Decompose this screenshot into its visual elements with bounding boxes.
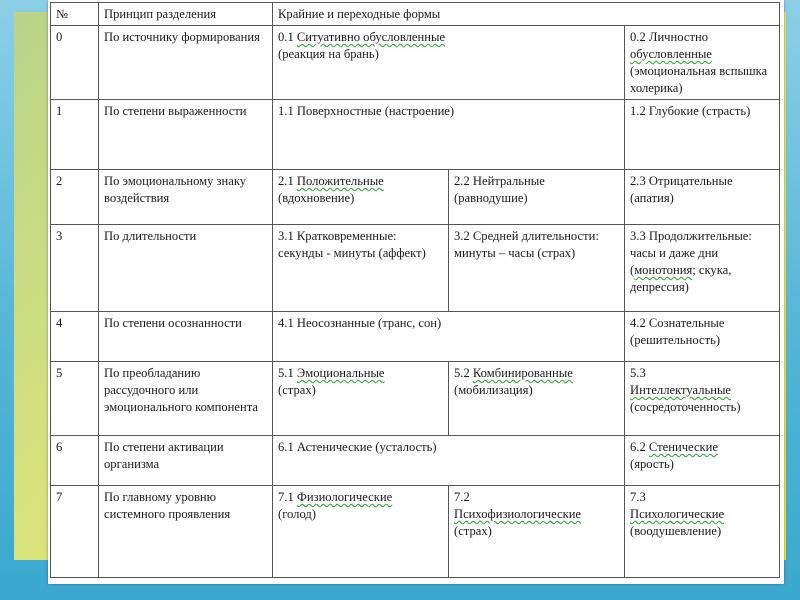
row-number: 1 [51, 100, 99, 170]
row-principle: По степени активации организма [99, 436, 273, 486]
form-code: 7.3 [630, 490, 646, 504]
row-number: 3 [51, 225, 99, 312]
form-cell [449, 362, 625, 436]
form-code: 5.2 [454, 366, 470, 380]
table-row [51, 170, 780, 225]
form-example: (страх) [278, 383, 316, 397]
header-number: № [51, 3, 99, 26]
form-code: 5.1 [278, 366, 294, 380]
form-example: (ярость) [630, 457, 674, 471]
form-cell: 1.1 Поверхностные (настроение) [273, 100, 625, 170]
form-cell [625, 362, 780, 436]
form-term: Физиологические [296, 490, 393, 504]
row-principle: По источнику формирования [99, 26, 273, 100]
form-term: Эмоциональные [296, 366, 385, 380]
form-cell [449, 486, 625, 578]
table-row [51, 225, 780, 312]
form-example: (мобилизация) [454, 383, 533, 397]
form-code: 0.2 [630, 30, 646, 44]
row-number: 7 [51, 486, 99, 578]
form-cell [273, 486, 449, 578]
table-row [51, 486, 780, 578]
table-row [51, 362, 780, 436]
emotions-classification-table [50, 2, 780, 578]
table-row [51, 26, 780, 100]
form-cell [273, 26, 625, 100]
table-header-row [51, 3, 780, 26]
table-panel [48, 0, 784, 584]
form-code: 6.2 [630, 440, 646, 454]
table-row [51, 100, 780, 170]
form-cell: 2.2 Нейтральные (равнодушие) [449, 170, 625, 225]
form-term: Ситуативно обусловленные [296, 30, 446, 44]
row-number: 2 [51, 170, 99, 225]
form-text: 3.3 Продолжительные: часы и даже дни [630, 229, 752, 260]
row-number: 6 [51, 436, 99, 486]
form-cell [625, 26, 780, 100]
row-principle: По преобладанию рассудочного или эмоционального компонента [99, 362, 273, 436]
row-number: 5 [51, 362, 99, 436]
form-example: (воодушевление) [630, 524, 722, 538]
form-term: Стенические [648, 440, 718, 454]
form-example: (сосредоточенность) [630, 400, 741, 414]
form-example: (страх) [454, 524, 492, 538]
form-cell [625, 436, 780, 486]
form-term: обусловленные [630, 47, 712, 61]
row-principle: По длительности [99, 225, 273, 312]
form-code: 2.1 [278, 174, 294, 188]
form-cell: 3.2 Средней длительности: минуты – часы (страх) [449, 225, 625, 312]
form-cell [625, 486, 780, 578]
form-example: ; скука, депрессия) [630, 263, 732, 294]
form-cell: 4.2 Сознательные (решительность) [625, 312, 780, 362]
form-term: монотония [634, 263, 693, 277]
form-cell: 1.2 Глубокие (страсть) [625, 100, 780, 170]
form-cell [273, 362, 449, 436]
form-cell: 3.1 Кратковременные: секунды - минуты (аффект) [273, 225, 449, 312]
table-row [51, 436, 780, 486]
form-example: (реакция на брань) [278, 47, 379, 61]
form-cell: 4.1 Неосознанные (транс, сон) [273, 312, 625, 362]
form-example: (вдохновение) [278, 191, 355, 205]
table-row [51, 312, 780, 362]
form-example: (эмоциональная вспышка холерика) [630, 64, 768, 95]
form-code: 0.1 [278, 30, 294, 44]
header-principle: Принцип разделения [99, 3, 273, 26]
row-principle: По главному уровню системного проявления [99, 486, 273, 578]
form-term: Психологические [630, 507, 725, 521]
form-code: 7.2 [454, 490, 470, 504]
form-term: Положительные [296, 174, 384, 188]
form-cell: 2.3 Отрицательные (апатия) [625, 170, 780, 225]
form-cell: 6.1 Астенические (усталость) [273, 436, 625, 486]
form-example: (голод) [278, 507, 316, 521]
row-principle: По степени осознанности [99, 312, 273, 362]
form-cell: 3.3 Продолжительные: часы и даже дни (монотония; скука, депрессия) [625, 225, 780, 312]
row-principle: По эмоциональному знаку воздействия [99, 170, 273, 225]
row-number: 4 [51, 312, 99, 362]
form-term: Психофизиологические [454, 507, 582, 521]
header-forms: Крайние и переходные формы [273, 3, 780, 26]
row-number: 0 [51, 26, 99, 100]
form-code: 7.1 [278, 490, 294, 504]
row-principle: По степени выраженности [99, 100, 273, 170]
form-term: Интеллектуальные [630, 383, 732, 397]
form-term-prefix: Личностно [648, 30, 709, 44]
form-code: 5.3 [630, 366, 646, 380]
form-cell [273, 170, 449, 225]
form-term: Комбинированные [472, 366, 573, 380]
